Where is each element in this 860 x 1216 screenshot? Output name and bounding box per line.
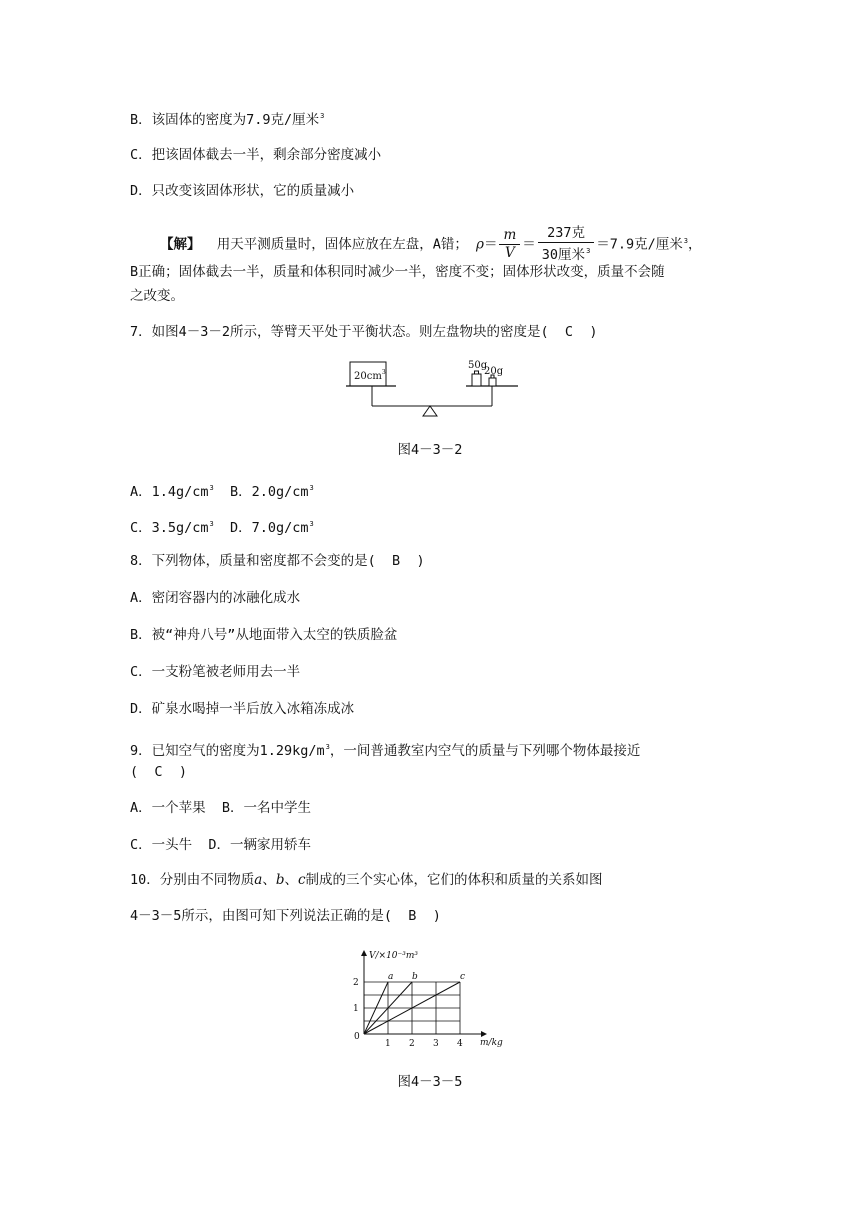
q6-option-c: C．把该固体截去一半，剩余部分密度减小 <box>130 147 382 163</box>
x-tick-label: 4 <box>457 1039 463 1049</box>
y-tick-label: 1 <box>353 1004 359 1014</box>
figure-caption-4-3-5: 图4－3－5 <box>397 1074 463 1090</box>
weight-50g <box>472 374 481 386</box>
q9-answer: ( C ) <box>130 764 187 780</box>
weight-20g-label: 20g <box>484 366 504 377</box>
analysis-line-1: 【解】 用天平测质量时，固体应放在左盘，A错； ρ＝ $\frac{m}{V}$ ＝ $\frac{\text{237克}}{30厘米^3}$ ＝7.9克/厘米$^3$， <box>160 225 702 263</box>
series-label-b: b <box>412 972 418 982</box>
chart-labels <box>353 972 465 1049</box>
chart-axes <box>361 950 487 1037</box>
q9-options-cd: C．一头牛 D．一辆家用轿车 <box>130 837 312 853</box>
q8-option-b: B．被“神舟八号”从地面带入太空的铁质脸盆 <box>130 627 398 643</box>
analysis-fraction-values: $\frac{\text{237克}}{30厘米^3}$ <box>538 225 594 264</box>
q6-option-d: D．只改变该固体形状，它的质量减小 <box>130 183 355 199</box>
volume-mass-chart <box>340 944 520 1054</box>
q8-option-c: C．一支粉笔被老师用去一半 <box>130 664 301 680</box>
x-axis-label: m/kg <box>480 1038 503 1048</box>
fulcrum-icon <box>423 406 437 416</box>
figure-caption-4-3-2: 图4－3－2 <box>397 442 463 458</box>
q7-stem: 7．如图4－3－2所示，等臂天平处于平衡状态。则左盘物块的密度是( C ) <box>130 324 598 340</box>
y-tick-label: 2 <box>353 978 359 988</box>
origin-label: 0 <box>354 1032 360 1042</box>
q7-options-ab: A．$1.4g/cm^3$ B．$2.0g/cm^3$ <box>130 484 314 500</box>
analysis-fraction-mv: $\frac{m}{V}$ <box>499 227 520 262</box>
analysis-line-3: 之改变。 <box>130 288 184 304</box>
q10-stem-1: 10．分别由不同物质a、b、c制成的三个实心体，它们的体积和质量的关系如图 <box>130 872 603 888</box>
y-axis-label: V/×10⁻³m³ <box>369 951 419 961</box>
balance-figure <box>340 352 520 422</box>
q9-options-ab: A．一个苹果 B．一名中学生 <box>130 800 312 816</box>
q6-option-b: B．该固体的密度为7.9克/厘米$^3$ <box>130 112 325 128</box>
q7-options-cd: C．$3.5g/cm^3$ D．$7.0g/cm^3$ <box>130 520 314 536</box>
weight-20g <box>489 378 496 386</box>
analysis-line-2: B正确；固体截去一半，质量和体积同时减少一半，密度不变；固体形状改变，质量不会随 <box>130 264 665 280</box>
series-label-a: a <box>388 972 394 982</box>
q10-stem-2: 4－3－5所示，由图可知下列说法正确的是( B ) <box>130 908 441 924</box>
x-tick-label: 2 <box>409 1039 415 1049</box>
x-tick-label: 3 <box>433 1039 439 1049</box>
q8-option-d: D．矿泉水喝掉一半后放入冰箱冻成冰 <box>130 701 355 717</box>
q8-option-a: A．密闭容器内的冰融化成水 <box>130 590 301 606</box>
x-tick-label: 1 <box>385 1039 391 1049</box>
q8-stem: 8．下列物体，质量和密度都不会变的是( B ) <box>130 553 425 569</box>
q9-stem: 9．已知空气的密度为$1.29kg/m^3$，一间普通教室内空气的质量与下列哪个物体最接近 <box>130 743 641 759</box>
weight-50g-label: 50g <box>468 360 488 371</box>
left-block-label: $20cm^3$ <box>354 369 386 382</box>
series-label-c: c <box>460 972 466 982</box>
